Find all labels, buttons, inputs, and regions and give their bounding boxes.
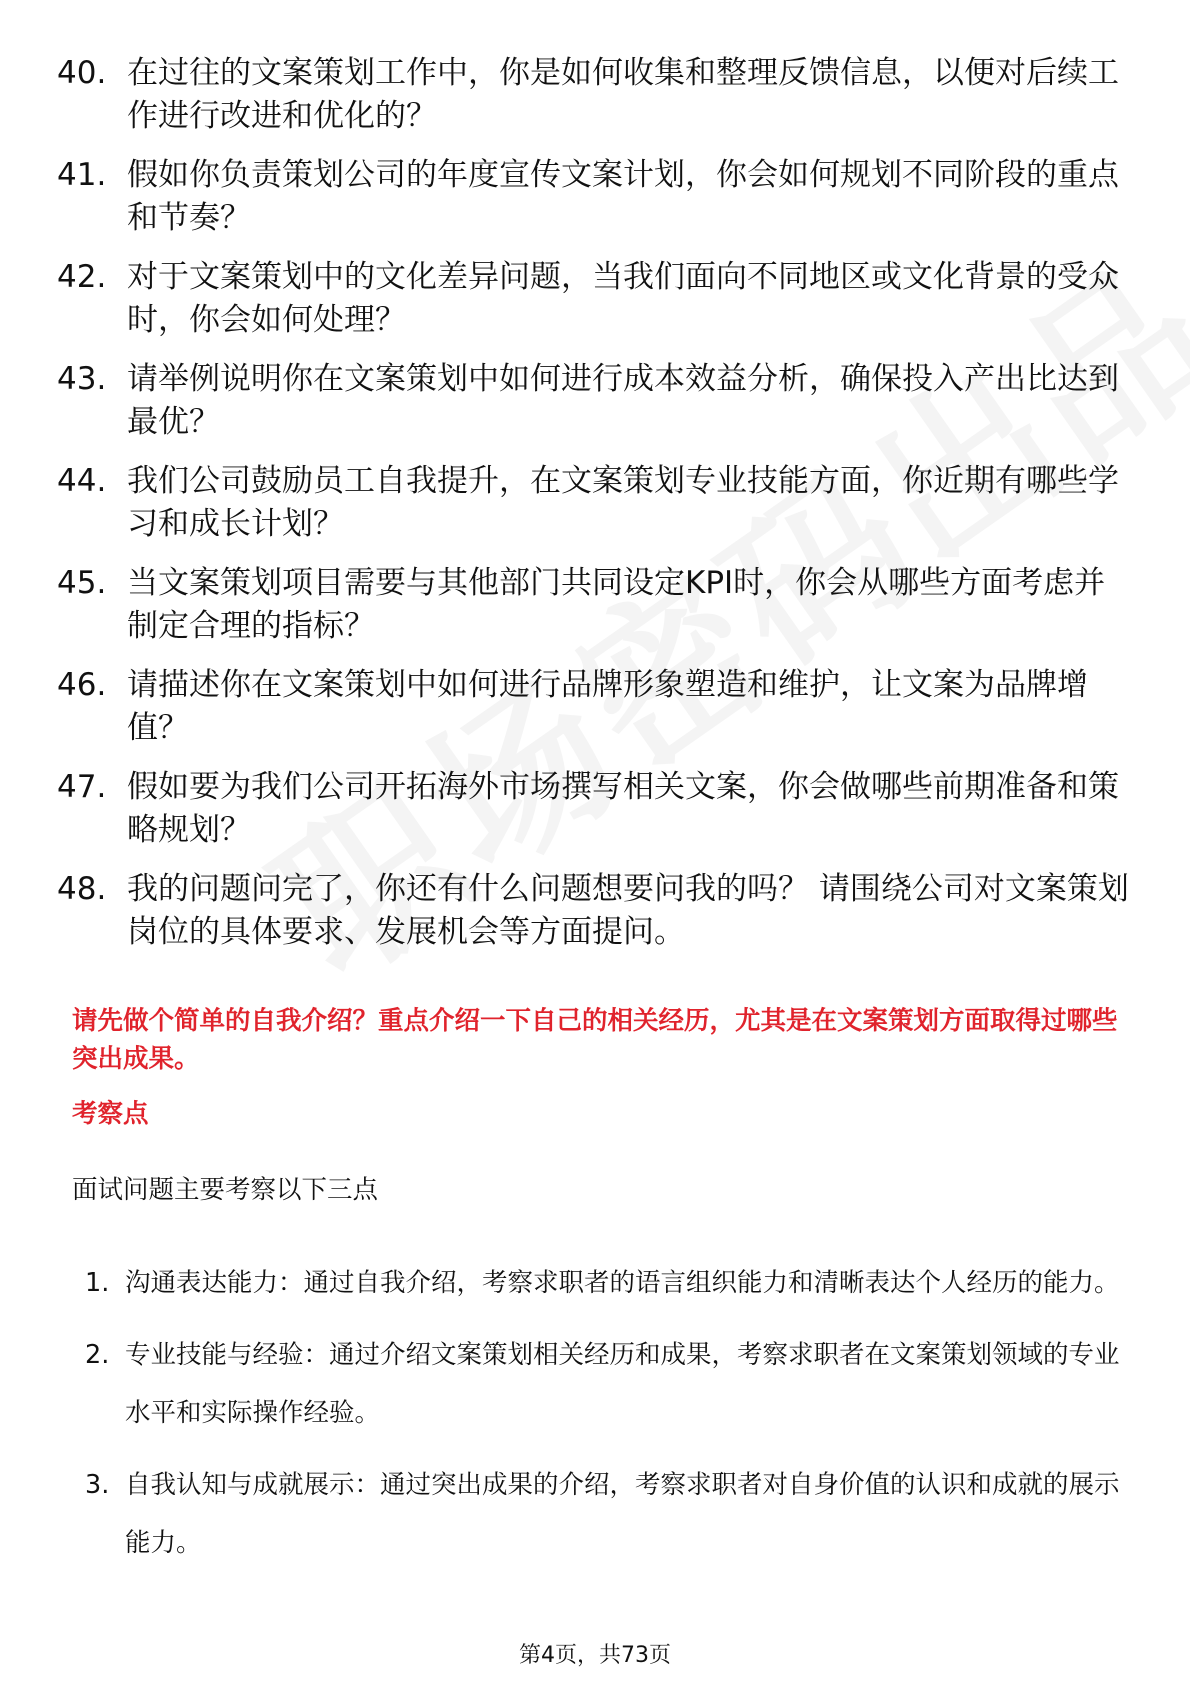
question-number: 47. [57,769,107,805]
point-text: 专业技能与经验：通过介绍文案策划相关经历和成果，考察求职者在文案策划领域的专业水平和实际操作经验。 [125,1340,1120,1428]
question-text: 当文案策划项目需要与其他部门共同设定KPI时，你会从哪些方面考虑并制定合理的指标？ [127,565,1106,644]
question-item [57,766,1132,852]
question-item [57,562,1132,648]
point-text: 自我认知与成就展示：通过突出成果的介绍，考察求职者对自身价值的认识和成就的展示能力。 [125,1470,1120,1558]
question-text: 请描述你在文案策划中如何进行品牌形象塑造和维护，让文案为品牌增值？ [127,667,1088,746]
question-text: 在过往的文案策划工作中，你是如何收集和整理反馈信息，以便对后续工作进行改进和优化的？ [127,55,1119,134]
section-heading: 考察点 [72,1099,149,1129]
question-number: 41. [57,157,107,193]
question-item [57,460,1132,546]
question-text: 对于文案策划中的文化差异问题，当我们面向不同地区或文化背景的受众时，你会如何处理？ [127,259,1119,338]
question-number: 48. [57,871,107,907]
question-number: 44. [57,463,107,499]
question-number: 42. [57,259,107,295]
question-item [57,256,1132,342]
assessment-point [85,1326,1140,1442]
question-number: 43. [57,361,107,397]
point-number: 1. [85,1268,110,1298]
question-number: 40. [57,55,107,91]
highlight-question: 请先做个简单的自我介绍？重点介绍一下自己的相关经历，尤其是在文案策划方面取得过哪些突出成果。 [72,1006,1118,1074]
point-number: 2. [85,1340,110,1370]
question-number: 46. [57,667,107,703]
point-text: 沟通表达能力：通过自我介绍，考察求职者的语言组织能力和清晰表达个人经历的能力。 [125,1268,1120,1298]
question-text: 我的问题问完了，你还有什么问题想要问我的吗？ 请围绕公司对文案策划岗位的具体要求、发展机会等方面提问。 [127,871,1129,950]
question-item [57,358,1132,444]
question-text: 假如你负责策划公司的年度宣传文案计划，你会如何规划不同阶段的重点和节奏？ [127,157,1119,236]
question-item [57,154,1132,240]
question-list [57,52,1132,970]
question-number: 45. [57,565,107,601]
page-footer: 第4页，共73页 [519,1643,671,1668]
intro-text: 面试问题主要考察以下三点 [72,1175,379,1205]
assessment-point [85,1254,1140,1312]
assessment-point-list [85,1254,1140,1586]
assessment-point [85,1456,1140,1572]
question-text: 我们公司鼓励员工自我提升，在文案策划专业技能方面，你近期有哪些学习和成长计划？ [127,463,1119,542]
point-number: 3. [85,1470,110,1500]
question-text: 请举例说明你在文案策划中如何进行成本效益分析，确保投入产出比达到最优？ [127,361,1119,440]
question-item [57,664,1132,750]
question-item [57,52,1132,138]
question-text: 假如要为我们公司开拓海外市场撰写相关文案，你会做哪些前期准备和策略规划？ [127,769,1119,848]
question-item [57,868,1132,954]
